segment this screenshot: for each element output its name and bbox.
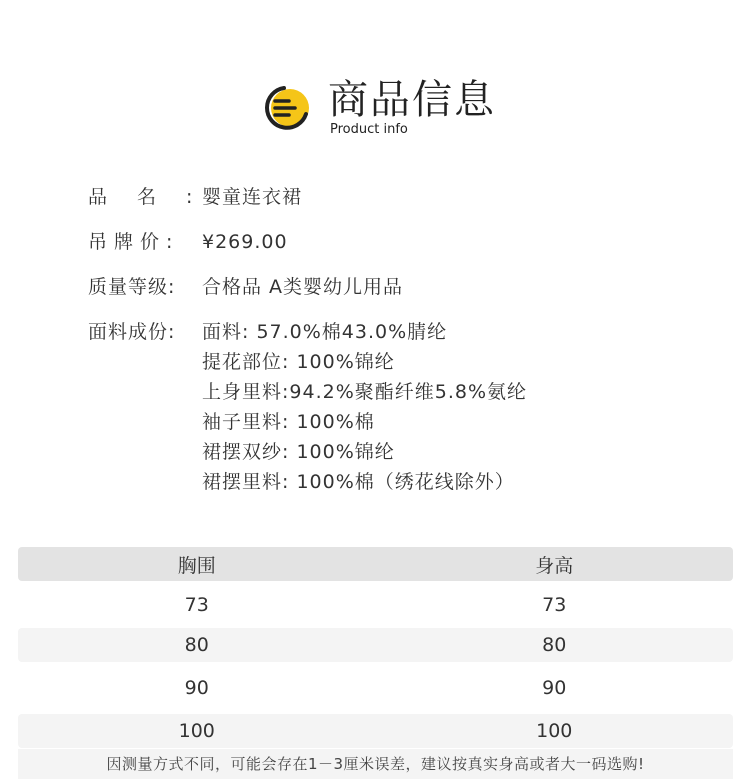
section-title: 商品信息 (328, 77, 496, 123)
cell-chest: 90 (184, 677, 209, 699)
cell-chest: 80 (184, 634, 209, 656)
cell-height: 80 (542, 634, 567, 656)
label-quality: 质量等级: (88, 276, 176, 298)
value-quality: 合格品 A类婴幼儿用品 (202, 276, 404, 298)
product-info-list (88, 182, 728, 497)
cell-height: 90 (542, 677, 567, 699)
header-height: 身高 (535, 554, 574, 577)
table-row (18, 628, 733, 662)
label-name: 品名: (88, 186, 223, 208)
cell-chest: 73 (184, 594, 209, 616)
section-header (262, 76, 522, 140)
material-line: 面料: 57.0%棉43.0%腈纶 (202, 321, 448, 343)
material-line: 裙摆里料: 100%棉（绣花线除外） (202, 471, 515, 493)
cell-chest: 100 (178, 720, 215, 742)
info-row-name (88, 182, 728, 212)
header-chest: 胸围 (177, 554, 216, 577)
info-row-quality (88, 272, 728, 302)
material-line: 提花部位: 100%锦纶 (202, 351, 395, 373)
info-row-material (88, 317, 728, 497)
material-line: 袖子里料: 100%棉 (202, 411, 375, 433)
label-material: 面料成份: (88, 321, 176, 343)
section-subtitle: Product info (330, 122, 408, 137)
document-lines-icon (262, 84, 312, 132)
table-header-row (18, 547, 733, 581)
value-tag-price: ¥269.00 (202, 231, 288, 253)
material-line: 裙摆双纱: 100%锦纶 (202, 441, 395, 463)
cell-height: 100 (536, 720, 573, 742)
value-name: 婴童连衣裙 (202, 186, 303, 208)
size-table (18, 547, 733, 748)
table-row (18, 714, 733, 748)
material-line: 上身里料:94.2%聚酯纤维5.8%氨纶 (202, 381, 528, 403)
table-row (18, 671, 733, 705)
cell-height: 73 (542, 594, 567, 616)
label-tag-price: 吊牌价: (88, 231, 180, 253)
table-row (18, 588, 733, 622)
measurement-note: 因测量方式不同，可能会存在1－3厘米误差，建议按真实身高或者大一码选购! (18, 749, 733, 779)
info-row-tag-price (88, 227, 728, 257)
